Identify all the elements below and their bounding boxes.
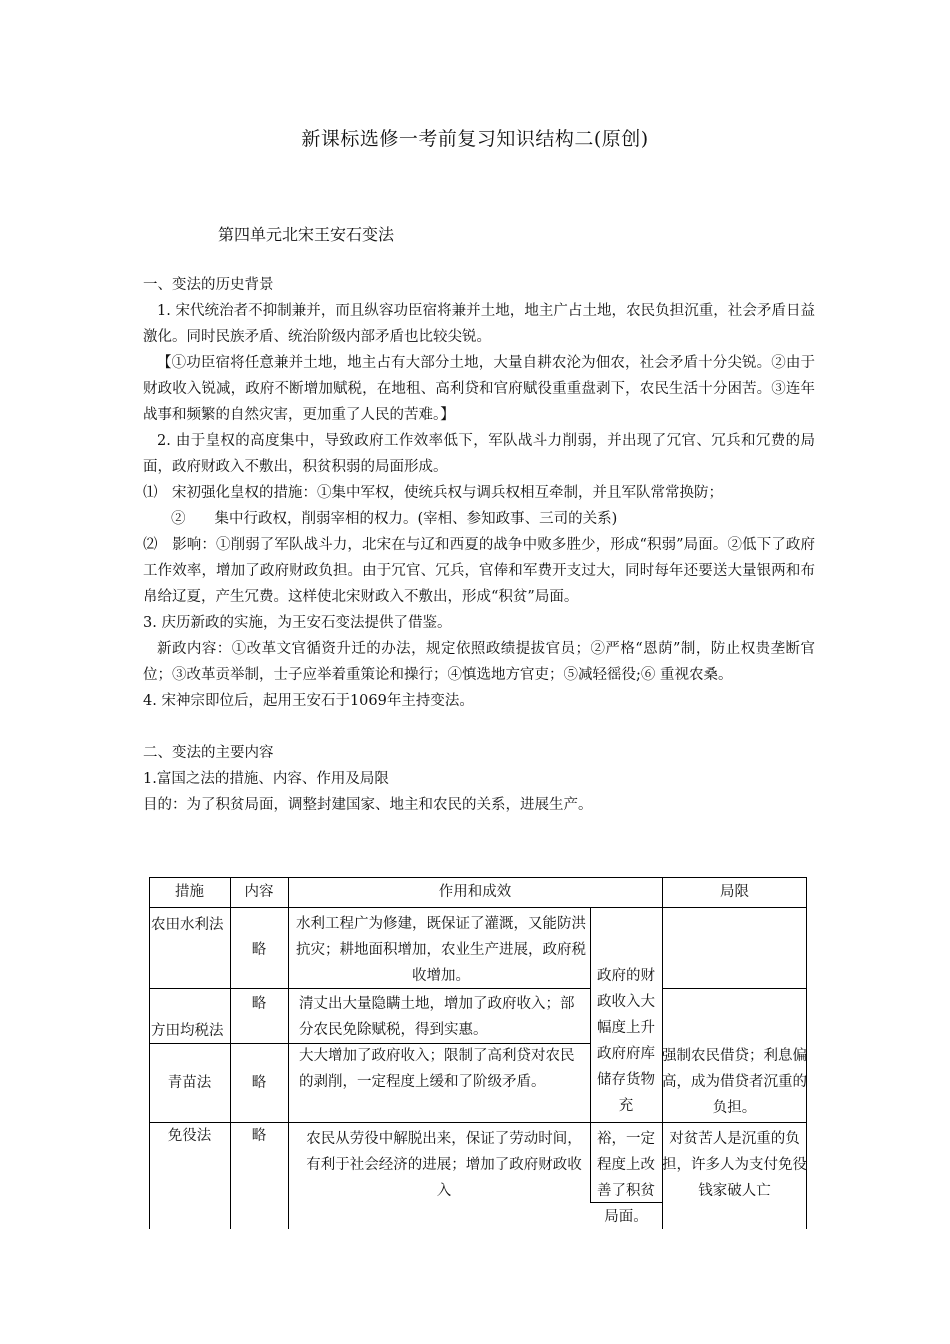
background-point-2-2: ⑵ 影响：①削弱了军队战斗力，北宋在与辽和西夏的战争中败多胜少，形成“积弱”局面。②低下了政府工作效率，增加了政府财政负担。由于冗官、冗兵，官俸和军费开支过大，同时每年还要送大量银两和布帛给辽夏，产生冗费。这样使北宋财政入不敷出，形成“积贫”局面。 [143, 537, 815, 605]
unit-title: 第四单元北宋王安石变法 [218, 225, 395, 244]
section2-heading: 二、变法的主要内容 [143, 745, 274, 761]
row1-effect: 水利工程广为修建，既保证了灌溉，又能防洪抗灾；耕地面积增加，农业生产进展，政府税收增加。 [296, 916, 586, 984]
row4-effect: 农民从劳役中解脱出来，保证了劳动时间，有利于社会经济的进展；增加了政府财政收入 [306, 1131, 582, 1199]
background-point-2-1: ⑴ 宋初强化皇权的措施：①集中军权，使统兵权与调兵权相互牵制，并且军队常常换防； [143, 485, 723, 501]
row2-effect: 清丈出大量隐瞒土地，增加了政府收入；部分农民免除赋税，得到实惠。 [299, 996, 575, 1038]
header-measure: 措施 [175, 884, 204, 900]
row3-content: 略 [251, 1075, 267, 1091]
background-point-2: 2. 由于皇权的高度集中，导致政府工作效率低下，军队战斗力削弱，并出现了冗官、冗兵和冗费的局面，政府财政入不敷出，积贫积弱的局面形成。 [143, 433, 815, 475]
section2-subheading: 1.富国之法的措施、内容、作用及局限 [143, 771, 389, 787]
header-content: 内容 [244, 884, 274, 900]
header-limit: 局限 [720, 884, 749, 900]
merged-effect-lower: 裕，一定程度上改善了积贫局面。 [597, 1131, 655, 1225]
row3-limit: 强制农民借贷；利息偏高，成为借贷者沉重的负担。 [662, 1048, 807, 1116]
document-body [143, 272, 815, 818]
background-point-3: 3. 庆历新政的实施，为王安石变法提供了借鉴。 [143, 615, 452, 631]
row1-measure: 农田水利法 [151, 917, 224, 933]
reform-purpose: 目的：为了积贫局面，调整封建国家、地主和农民的关系，进展生产。 [143, 797, 593, 813]
row3-effect: 大大增加了政府收入；限制了高利贷对农民的剥削，一定程度上缓和了阶级矛盾。 [299, 1048, 575, 1090]
background-point-2-1b: ② 集中行政权，削弱宰相的权力。(宰相、参知政事、三司的关系) [171, 511, 618, 527]
reform-table [149, 877, 807, 1229]
section1-heading: 一、变法的历史背景 [143, 277, 274, 293]
background-point-4: 4. 宋神宗即位后，起用王安石于1069年主持变法。 [143, 693, 474, 709]
row4-content: 略 [251, 1128, 267, 1144]
row2-content: 略 [251, 996, 267, 1012]
row3-measure: 青苗法 [167, 1075, 212, 1091]
row4-limit: 对贫苦人是沉重的负担，许多人为支付免役钱家破人亡 [662, 1131, 807, 1199]
new-policy-content: 新政内容：①改革文官循资升迁的办法，规定依照政绩提拔官员；②严格“恩荫”制，防止权贵垄断官位；③改革贡举制，士子应举着重策论和操行；④慎选地方官吏；⑤减轻徭役;⑥ 重视农桑。 [143, 641, 815, 683]
header-effect: 作用和成效 [438, 884, 512, 900]
merged-effect-upper: 政府的财政收入大幅度上升政府府库储存货物充 [597, 968, 655, 1114]
row2-measure: 方田均税法 [151, 1023, 224, 1039]
row4-measure: 免役法 [167, 1128, 212, 1144]
background-point-1: 1. 宋代统治者不抑制兼并，而且纵容功臣宿将兼并土地，地主广占土地，农民负担沉重，社会矛盾日益激化。同时民族矛盾、统治阶级内部矛盾也比较尖锐。 [143, 303, 815, 345]
background-point-1-note: 【①功臣宿将任意兼并土地，地主占有大部分土地，大量自耕农沦为佃农，社会矛盾十分尖锐。②由于财政收入锐减，政府不断增加赋税，在地租、高利贷和官府赋役重重盘剥下，农民生活十分困苦。③连年战事和频繁的自然灾害，更加重了人民的苦难。】 [143, 355, 815, 423]
row1-content: 略 [251, 942, 267, 958]
document-title: 新课标选修一考前复习知识结构二(原创) [301, 128, 649, 150]
